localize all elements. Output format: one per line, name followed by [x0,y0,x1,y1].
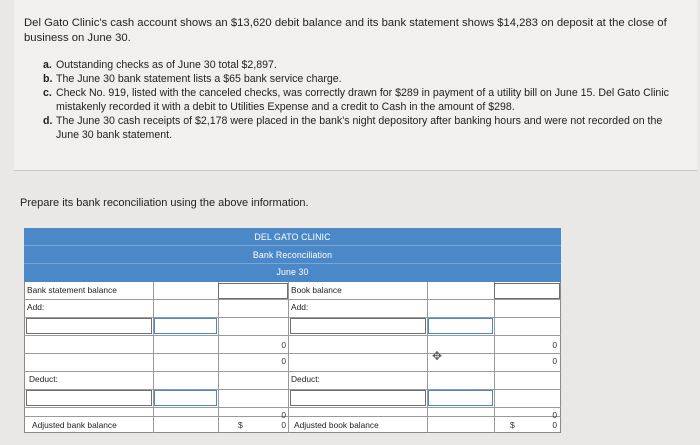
problem-intro: Del Gato Clinic's cash account shows an $13,620 debit balance and its bank statement shows $14,283 on deposit at the close of business on June 30. [24,17,667,44]
book-balance-amount-input[interactable] [494,283,560,299]
book-deduct-subtotal: 0 [552,410,557,420]
book-add-label: Add: [291,302,309,312]
item-label: b. [43,73,53,85]
adjusted-book-balance-value: 0 [552,420,557,430]
bank-balance-amount-input[interactable] [218,283,288,299]
bank-balance-label: Bank statement balance [27,285,117,295]
book-add-subtotal: 0 [552,340,557,350]
bank-reconciliation-table [24,228,561,433]
item-label: a. [43,59,52,71]
bank-after-add-total: 0 [281,356,286,366]
statement-date: June 30 [276,267,309,277]
adjusted-bank-balance-label: Adjusted bank balance [32,420,117,430]
move-cursor-icon: ✥ [432,349,443,363]
adjusted-bank-balance-value: 0 [281,420,286,430]
problem-item-c [43,86,683,114]
adjusted-book-balance-label: Adjusted book balance [294,420,379,430]
instruction-text: Prepare its bank reconciliation using the above information. [20,197,309,209]
item-text: The June 30 cash receipts of $2,178 were placed in the bank's night depository after banking hours and were not recorded on the June 30 bank statement. [56,115,663,141]
item-text: The June 30 bank statement lists a $65 bank service charge. [56,73,342,85]
bank-add-subtotal: 0 [281,340,286,350]
bank-add-amount-input[interactable] [154,318,217,334]
item-text: Check No. 919, listed with the canceled checks, was correctly drawn for $289 in payment of a utility bill on June 15. Del Gato Clinic mistakenly recorded it with a debit to Utilities Expense and a credit to Cash in the amount of $298. [56,87,669,113]
problem-item-b [43,72,683,86]
company-name: DEL GATO CLINIC [254,232,331,242]
problem-item-a [43,58,683,72]
book-balance-label: Book balance [291,285,342,295]
item-text: Outstanding checks as of June 30 total $2,897. [56,59,277,71]
bank-deduct-amount-input[interactable] [154,390,217,406]
book-after-add-total: 0 [552,356,557,366]
bank-deduct-subtotal: 0 [281,410,286,420]
problem-items [43,58,683,142]
problem-item-d [43,114,683,142]
book-dollar-sign: $ [510,420,515,430]
book-add-amount-input[interactable] [428,318,493,334]
book-add-description-input[interactable] [290,318,426,334]
item-label: d. [43,115,53,127]
bank-deduct-description-input[interactable] [26,390,152,406]
bank-deduct-label: Deduct: [29,374,58,384]
book-deduct-amount-input[interactable] [428,390,493,406]
book-deduct-description-input[interactable] [290,390,426,406]
bank-add-description-input[interactable] [26,318,152,334]
bank-dollar-sign: $ [238,420,243,430]
item-label: c. [43,87,52,99]
table-header [24,228,561,282]
statement-title: Bank Reconciliation [252,250,333,260]
bank-add-label: Add: [27,302,45,312]
book-deduct-label: Deduct: [291,374,320,384]
